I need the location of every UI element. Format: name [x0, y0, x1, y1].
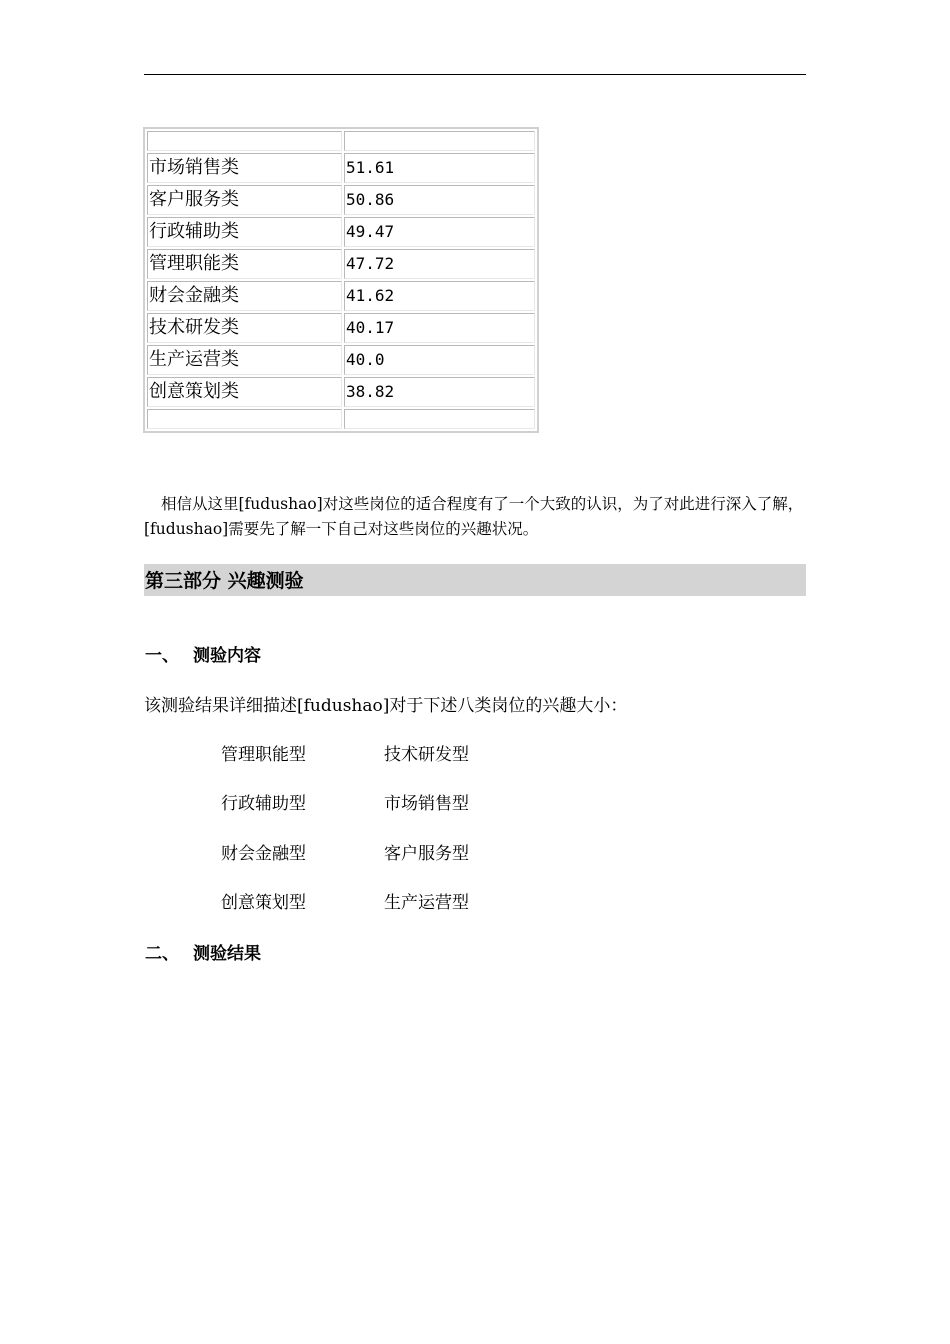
category-cell: 财会金融类: [147, 281, 342, 311]
type-item: 市场销售型: [384, 794, 469, 814]
type-item: 生产运营型: [384, 893, 469, 913]
score-cell: 38.82: [344, 377, 535, 407]
subheading-test-results: [145, 942, 261, 966]
intro-text: 该测验结果详细描述[fudushao]对于下述八类岗位的兴趣大小：: [144, 696, 628, 716]
score-cell: 40.0: [344, 345, 535, 375]
category-cell: 生产运营类: [147, 345, 342, 375]
subheading-test-content: [145, 644, 261, 668]
score-cell: 51.61: [344, 153, 535, 183]
category-cell: 客户服务类: [147, 185, 342, 215]
category-cell: 创意策划类: [147, 377, 342, 407]
category-cell: 市场销售类: [147, 153, 342, 183]
type-item: 管理职能型: [221, 745, 306, 765]
type-item: 技术研发型: [384, 745, 469, 765]
category-cell: 管理职能类: [147, 249, 342, 279]
scores-table: [143, 127, 539, 433]
table-row: [147, 153, 535, 183]
table-header-row: [147, 131, 535, 151]
table-row: [147, 313, 535, 343]
category-cell: 行政辅助类: [147, 217, 342, 247]
type-item: 创意策划型: [221, 893, 306, 913]
table-footer-row: [147, 409, 535, 429]
score-cell: 41.62: [344, 281, 535, 311]
score-cell: 47.72: [344, 249, 535, 279]
subheading-title: 测验内容: [193, 646, 261, 666]
type-item: 行政辅助型: [221, 794, 306, 814]
empty-cell: [147, 409, 342, 429]
table-row: [147, 377, 535, 407]
empty-cell: [147, 131, 342, 151]
category-cell: 技术研发类: [147, 313, 342, 343]
table-row: [147, 185, 535, 215]
type-item: 客户服务型: [384, 844, 469, 864]
subheading-title: 测验结果: [193, 944, 261, 964]
table-row: [147, 281, 535, 311]
score-cell: 50.86: [344, 185, 535, 215]
score-cell: 49.47: [344, 217, 535, 247]
section-title: 第三部分 兴趣测验: [145, 570, 304, 592]
table-row: [147, 345, 535, 375]
subheading-number: 二、: [145, 944, 179, 964]
table-row: [147, 217, 535, 247]
table-row: [147, 249, 535, 279]
subheading-number: 一、: [145, 646, 179, 666]
empty-cell: [344, 409, 535, 429]
score-cell: 40.17: [344, 313, 535, 343]
header-rule: [144, 74, 806, 75]
body-paragraph: 相信从这里[fudushao]对这些岗位的适合程度有了一个大致的认识，为了对此进行深入了解，[fudushao]需要先了解一下自己对这些岗位的兴趣状况。: [144, 495, 804, 538]
empty-cell: [344, 131, 535, 151]
type-item: 财会金融型: [221, 844, 306, 864]
